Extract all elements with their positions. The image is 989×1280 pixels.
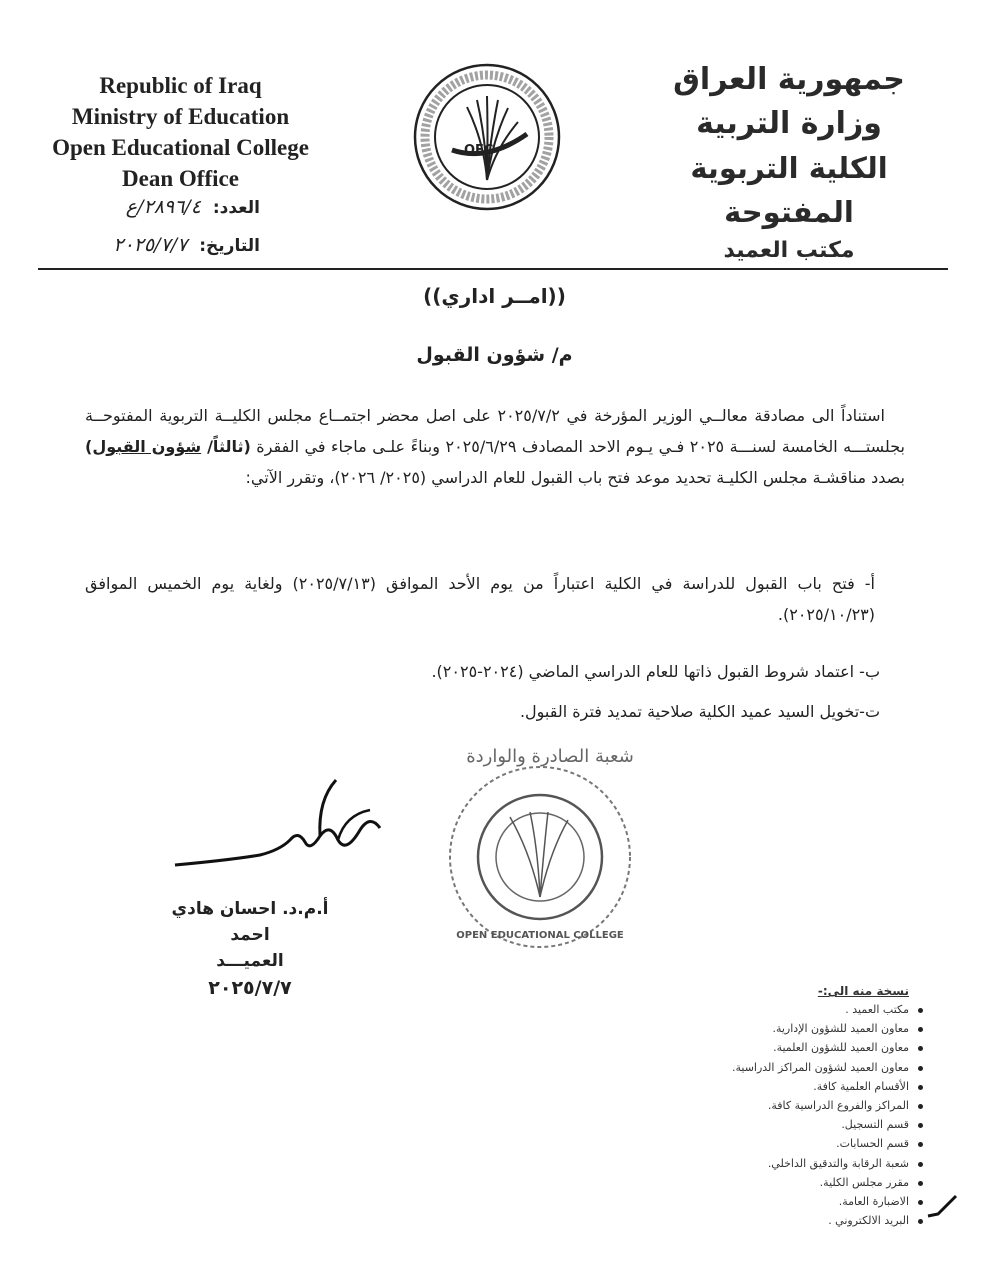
list-item: المراكز والفروع الدراسية كافة. — [649, 1096, 909, 1115]
decision-item-b: ب- اعتماد شروط القبول ذاتها للعام الدراسي الماضي (٢٠٢٤-٢٠٢٥). — [431, 662, 880, 681]
copies-recipients — [649, 1000, 909, 1230]
bullet-icon — [918, 1181, 923, 1186]
bullet-icon — [918, 1162, 923, 1167]
list-item: قسم التسجيل. — [649, 1115, 909, 1134]
bullet-icon — [918, 1085, 923, 1090]
ministry-name-ar: وزارة التربية — [696, 106, 882, 141]
bullet-icon — [918, 1142, 923, 1147]
logo-monogram: OEC — [464, 143, 494, 158]
college-name-ar: الكلية التربوية المفتوحة — [690, 151, 888, 229]
signature-date: ٢٠٢٥/٧/٧ — [208, 977, 292, 999]
list-item: شعبة الرقابة والتدقيق الداخلي. — [649, 1154, 909, 1173]
list-item: معاون العميد للشؤون الإدارية. — [649, 1019, 909, 1038]
reference-number — [40, 196, 260, 218]
stamp-section-name: شعبة الصادرة والواردة — [466, 746, 634, 767]
signatory-block — [150, 896, 350, 1002]
signatory-name: أ.م.د. احسان هادي احمد — [171, 899, 329, 945]
body-clause-ref-topic: شؤون القبول — [92, 437, 202, 456]
signatory-role: العميـــد — [216, 951, 284, 971]
english-letterhead — [38, 70, 323, 194]
body-paragraph — [85, 400, 905, 493]
bullet-icon — [918, 1066, 923, 1071]
handwritten-signature — [170, 770, 390, 880]
list-item: معاون العميد للشؤون العلمية. — [649, 1038, 909, 1057]
bullet-icon — [918, 1046, 923, 1051]
check-mark-icon — [924, 1192, 960, 1222]
body-paragraph-part2: بصدد مناقشـة مجلس الكليـة تحديد موعد فتح باب القبول للعام الدراسي (٢٠٢٥/ ٢٠٢٦)، وتقرر الآتي: — [245, 468, 905, 487]
office-name-ar: مكتب العميد — [723, 238, 855, 263]
bullet-icon — [918, 1200, 923, 1205]
document-date-label: التاريخ: — [199, 236, 260, 256]
copies-list — [649, 984, 909, 1230]
bullet-icon — [918, 1219, 923, 1224]
header-divider — [38, 268, 948, 270]
ministry-name-en: Ministry of Education — [71, 104, 290, 129]
reference-number-value: ٢٨٩٦/٤/ع — [125, 196, 201, 218]
order-title: ((امــر اداري)) — [423, 284, 566, 308]
document-date — [40, 234, 260, 256]
bullet-icon — [918, 1104, 923, 1109]
office-name-en: Dean Office — [122, 166, 239, 191]
list-item: معاون العميد لشؤون المراكز الدراسية. — [649, 1058, 909, 1077]
copies-heading: نسخة منه الى:- — [817, 984, 909, 998]
order-subject: م/ شؤون القبول — [416, 344, 573, 366]
list-item: مقرر مجلس الكلية. — [649, 1173, 909, 1192]
list-item: قسم الحسابات. — [649, 1134, 909, 1153]
body-clause-ref-close: ) — [85, 437, 93, 456]
reference-number-label: العدد: — [212, 198, 260, 218]
decision-item-c: ت-تخويل السيد عميد الكلية صلاحية تمديد فترة القبول. — [519, 702, 880, 721]
college-logo — [412, 62, 562, 212]
bullet-icon — [918, 1123, 923, 1128]
arabic-letterhead — [649, 58, 929, 268]
country-name-ar: جمهورية العراق — [673, 62, 905, 97]
list-item: البريد الالكتروني . — [649, 1211, 909, 1230]
list-item: الاضبارة العامة. — [649, 1192, 909, 1211]
list-item: الأقسام العلمية كافة. — [649, 1077, 909, 1096]
country-name-en: Republic of Iraq — [99, 73, 262, 98]
stamp-college-name: OPEN EDUCATIONAL COLLEGE — [456, 930, 624, 941]
decision-item-a: أ- فتح باب القبول للدراسة في الكلية اعتباراً من يوم الأحد الموافق (٢٠٢٥/٧/١٣) ولغاية يوم الخميس الموافق (٢٠٢٥/١٠/٢٣). — [85, 574, 875, 624]
bullet-icon — [918, 1008, 923, 1013]
document-date-value: ٢٠٢٥/٧/٧ — [113, 234, 188, 256]
bullet-icon — [918, 1027, 923, 1032]
body-clause-ref-open: (ثالثاً/ — [201, 437, 251, 456]
college-name-en: Open Educational College — [52, 135, 309, 160]
body-paragraph-part1: استناداً الى مصادقة معالــي الوزير المؤرخة في ٢٠٢٥/٧/٢ على اصل محضر اجتمــاع مجلس الكليــة التربوية المفتوحــة بجلستـــه الخامسة لسنـــة ٢٠٢٥ فـي يـوم الاحد المصادف ٢٠٢٥/٦/٢٩ وبناءً علـى ماجاء في الفقرة — [85, 406, 905, 456]
list-item: مكتب العميد . — [649, 1000, 909, 1019]
incoming-outgoing-stamp — [430, 742, 640, 952]
